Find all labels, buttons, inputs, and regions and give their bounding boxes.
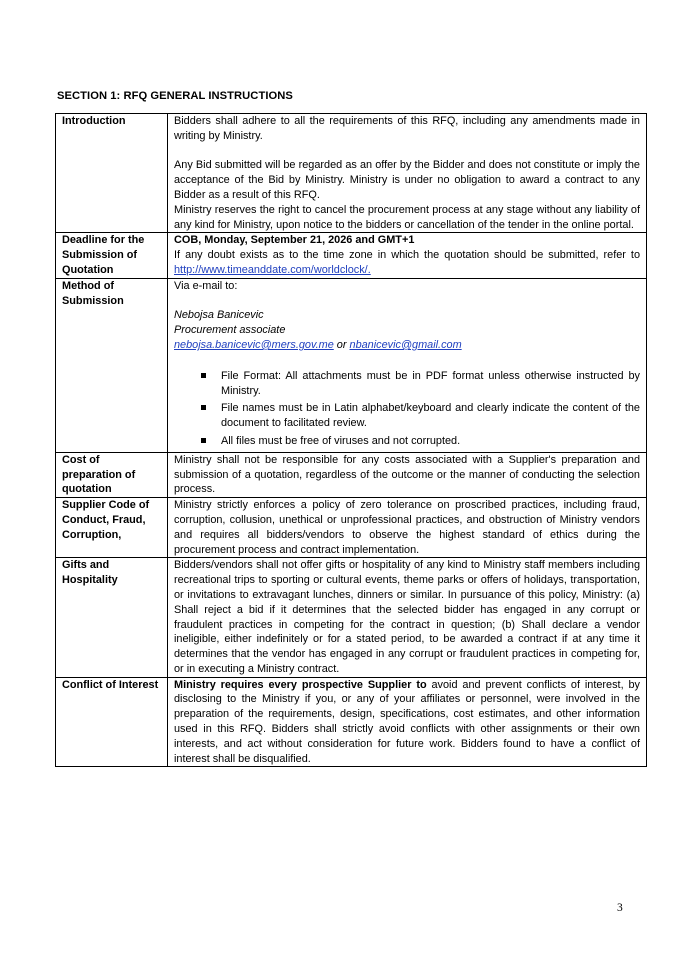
list-item: All files must be free of viruses and not corrupted. xyxy=(221,434,640,449)
deadline-text-body: If any doubt exists as to the time zone in which the quotation should be submitted, refer to xyxy=(174,249,640,262)
row-label-method: Method of Submission xyxy=(56,278,168,452)
row-content-deadline xyxy=(168,233,647,278)
table-row xyxy=(56,677,647,767)
contact-name: Nebojsa Banicevic xyxy=(174,309,264,322)
introduction-paragraph-2: Any Bid submitted will be regarded as an offer by the Bidder and does not constitute or imply the acceptance of the Bid by Ministry. Ministry is under no obligation to award a contract to any Bidder as a result of this RFQ. xyxy=(174,159,640,201)
table-row xyxy=(56,558,647,677)
row-label-introduction: Introduction xyxy=(56,114,168,233)
row-label-conflict: Conflict of Interest xyxy=(56,677,168,767)
submission-rules-list xyxy=(174,369,640,449)
page-number: 3 xyxy=(617,902,623,914)
row-content-introduction xyxy=(168,114,647,233)
method-via: Via e-mail to: xyxy=(174,279,238,292)
row-content-method xyxy=(168,278,647,452)
list-item: File names must be in Latin alphabet/keyboard and clearly indicate the content of the document to facilitated review. xyxy=(221,401,640,431)
row-content-code-of-conduct: Ministry strictly enforces a policy of zero tolerance on proscribed practices, including fraud, corruption, collusion, unethical or unprofessional practices, and obstruction of Ministry vendors and requires all bidders/vendors to observe the highest standard of ethics during the procurement process and contract implementation. xyxy=(168,498,647,558)
bullet-square-icon xyxy=(201,373,206,378)
contact-role: Procurement associate xyxy=(174,324,286,337)
row-label-gifts: Gifts and Hospitality xyxy=(56,558,168,677)
email-link-primary[interactable]: nebojsa.banicevic@mers.gov.me xyxy=(174,338,334,351)
conflict-text: avoid and prevent conflicts of interest, by disclosing to the Ministry if you, or any of your affiliates or personnel, were involved in the preparation of the requirements, design, specifications, cost estimates, and other information used in this RFQ. Bidders shall strictly avoid conflicts with other assignments or their own interests, and act without consideration for future work. Bidders found to have a conflict of interest shall be disqualified. xyxy=(174,678,640,765)
email-link-secondary[interactable]: nbanicevic@gmail.com xyxy=(349,338,462,351)
introduction-paragraph-3: Ministry reserves the right to cancel the procurement process at any stage without any liability of any kind for Ministry, upon notice to the bidders or cancellation of the tender in the online portal. xyxy=(174,203,640,231)
row-content-cost: Ministry shall not be responsible for any costs associated with a Supplier's preparation and submission of a quotation, regardless of the outcome or the manner of conducting the selection process. xyxy=(168,452,647,497)
table-row xyxy=(56,498,647,558)
row-label-cost: Cost of preparation of quotation xyxy=(56,452,168,497)
section-title: SECTION 1: RFQ GENERAL INSTRUCTIONS xyxy=(57,90,293,102)
table-row xyxy=(56,278,647,452)
worldclock-link[interactable]: http://www.timeanddate.com/worldclock/. xyxy=(174,263,371,276)
instructions-table xyxy=(55,113,647,767)
email-or: or xyxy=(336,338,347,351)
list-item: File Format: All attachments must be in PDF format unless otherwise instructed by Ministry. xyxy=(221,369,640,399)
row-content-gifts: Bidders/vendors shall not offer gifts or hospitality of any kind to Ministry staff members including recreational trips to sporting or cultural events, theme parks or offers of holidays, transportation, or invitations to extravagant lunches, dinners or similar. In pursuance of this policy, Ministry: (a) Shall reject a bid if it determines that the selected bidder has engaged in any corrupt or fraudulent practices in competing for the contract in question; (b) Shall declare a vendor ineligible, either indefinitely or for a stated period, to be awarded a contract if at any time it determines that the vendor has engaged in any corrupt or fraudulent practices in competing for, or in executing a Ministry contract. xyxy=(168,558,647,677)
bullet-square-icon xyxy=(201,405,206,410)
row-label-deadline: Deadline for the Submission of Quotation xyxy=(56,233,168,278)
table-row xyxy=(56,233,647,278)
bullet-square-icon xyxy=(201,438,206,443)
introduction-paragraph-1: Bidders shall adhere to all the requirements of this RFQ, including any amendments made in writing by Ministry. xyxy=(174,115,640,142)
conflict-lead: Ministry requires every prospective Supplier to xyxy=(174,678,427,691)
deadline-date: COB, Monday, September 21, 2026 and GMT+1 xyxy=(174,234,415,247)
row-label-code-of-conduct: Supplier Code of Conduct, Fraud, Corruption, xyxy=(56,498,168,558)
contact-emails xyxy=(174,338,640,353)
table-row xyxy=(56,114,647,233)
table-row xyxy=(56,452,647,497)
deadline-text xyxy=(174,248,640,278)
row-content-conflict xyxy=(168,677,647,767)
